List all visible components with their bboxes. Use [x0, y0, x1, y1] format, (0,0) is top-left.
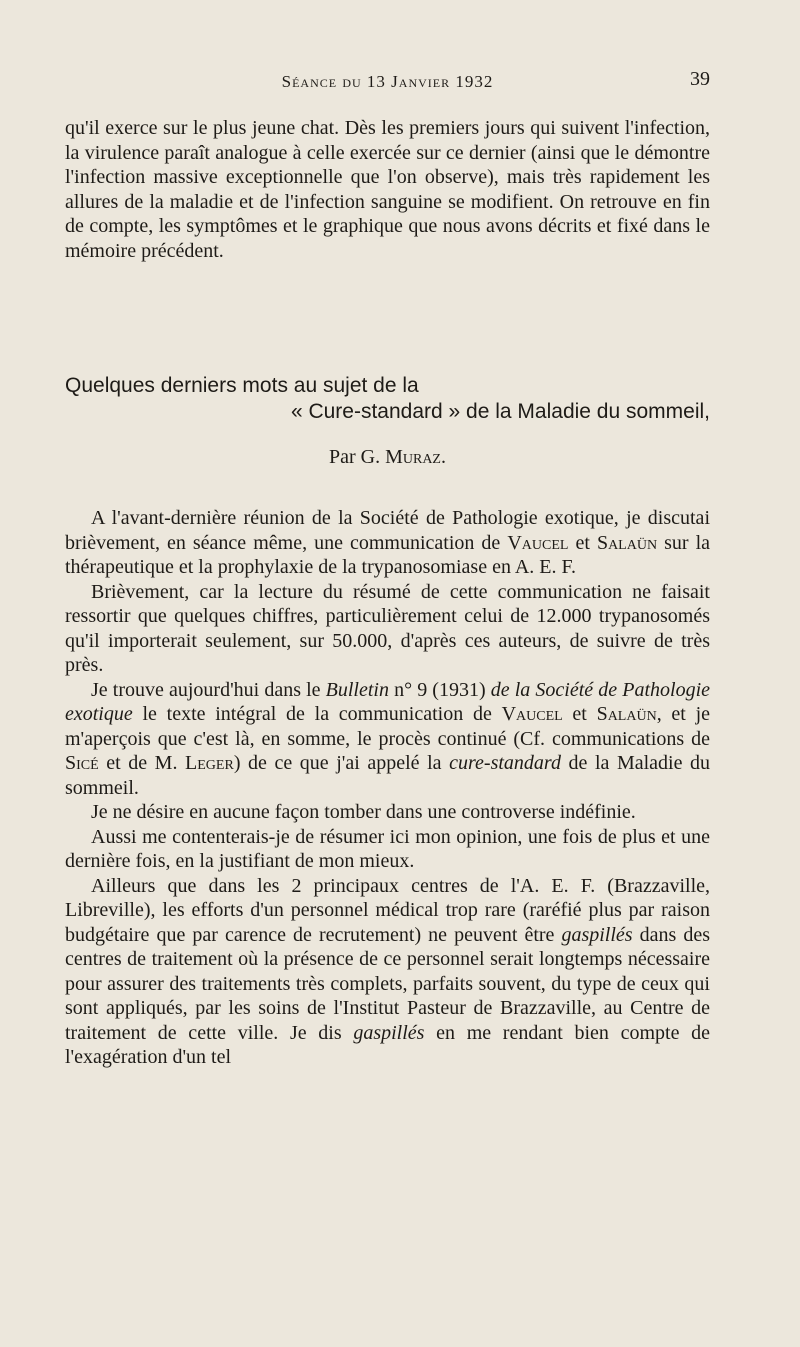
bulletin-italic: Bulletin: [325, 678, 389, 701]
author-ref-sice: Sicé: [65, 752, 99, 774]
text-run: Ailleurs que dans les 2 principaux centres de l'A. E. F. (Brazzaville, Libreville), les efforts d'un personnel médical trop rare (raréfié plus par raison budgétaire que par carence de recrutement) ne peuvent être: [65, 874, 710, 946]
text-run: Je trouve aujourd'hui dans le: [91, 678, 321, 701]
gaspilles-italic: gaspillés: [353, 1021, 425, 1044]
article-title-line-1: Quelques derniers mots au sujet de la: [65, 374, 419, 397]
paragraph-2: Brièvement, car la lecture du résumé de cette communication ne faisait ressortir que quelques chiffres, particulièrement celui de 12.000 trypanosomés qu'il importerait seulement, sur 50.000, d'après ces auteurs, de suivre de très près.: [65, 580, 710, 676]
author-ref-leger: Leger: [185, 752, 234, 774]
intro-paragraph: qu'il exerce sur le plus jeune chat. Dès les premiers jours qui suivent l'infection, la virulence paraît analogue à celle exercée sur ce dernier (ainsi que le démontre l'infection massive exceptionnelle que l'on observe), mais très rapidement les allures de la maladie et de l'infection sanguine se modifient. On retrouve en fin de compte, les symptômes et le graphique que nous avons décrits et fixé dans le mémoire précédent.: [65, 117, 710, 262]
paragraph-6: [65, 874, 710, 1070]
article-author: [65, 446, 710, 469]
journal-italic: de la Société de Pathologie exotique: [65, 678, 711, 725]
text-run: , et je m'aperçois que c'est là, en somme, le procès continué (Cf. communications de: [65, 703, 711, 750]
article-title-line-2: « Cure-standard » de la Maladie du sommeil,: [290, 400, 710, 423]
text-run: ) de ce que j'ai appelé la: [233, 752, 442, 774]
intro-paragraph-block: [65, 116, 710, 263]
page-header: [65, 68, 710, 98]
author-ref-salaun: Salaün: [596, 703, 657, 725]
running-head: Séance du 13 Janvier 1932: [281, 72, 494, 91]
paragraph-5: Aussi me contenterais-je de résumer ici mon opinion, une fois de plus et une dernière fois, en la justifiant de mon mieux.: [65, 825, 710, 872]
page-number: 39: [690, 68, 710, 90]
paragraph-3: [65, 678, 710, 801]
author-ref-salaun: Salaün: [596, 531, 658, 554]
paragraph-4: Je ne désire en aucune façon tomber dans une controverse indéfinie.: [91, 801, 636, 823]
text-run: et: [572, 703, 587, 725]
author-ref-vaucel: Vaucel: [507, 531, 569, 554]
author-prefix: Par G.: [328, 446, 381, 468]
text-run: n° 9 (1931): [394, 678, 486, 701]
text-run: et: [575, 531, 590, 554]
author-name: Muraz.: [385, 446, 446, 468]
text-run: de la Maladie du sommeil.: [65, 752, 711, 799]
text-run: A l'avant-dernière réunion de la Société de Pathologie exotique, je discutai brièvement, en séance même, une communication de: [65, 507, 710, 554]
text-run: et de M.: [106, 752, 178, 774]
text-run: dans des centres de traitement où la présence de ce personnel serait longtemps nécessaire pour assurer des traitements très complets, parfaits souvent, du type de ceux qui sont appliqués, par les soins de l'Institut Pasteur de Brazzaville, au Centre de traitement de cette ville. Je dis: [65, 923, 711, 1044]
text-run: sur la thérapeutique et la prophylaxie de la trypanosomiase en A. E. F.: [65, 531, 711, 578]
text-run: en me rendant bien compte de l'exagération d'un tel: [65, 1021, 710, 1068]
gaspilles-italic: gaspillés: [561, 923, 633, 946]
text-run: le texte intégral de la communication de: [142, 703, 492, 725]
author-ref-vaucel: Vaucel: [501, 703, 563, 725]
cure-standard-italic: cure-standard: [449, 752, 561, 774]
article-body: [65, 506, 710, 1070]
paragraph-1: [65, 506, 710, 580]
